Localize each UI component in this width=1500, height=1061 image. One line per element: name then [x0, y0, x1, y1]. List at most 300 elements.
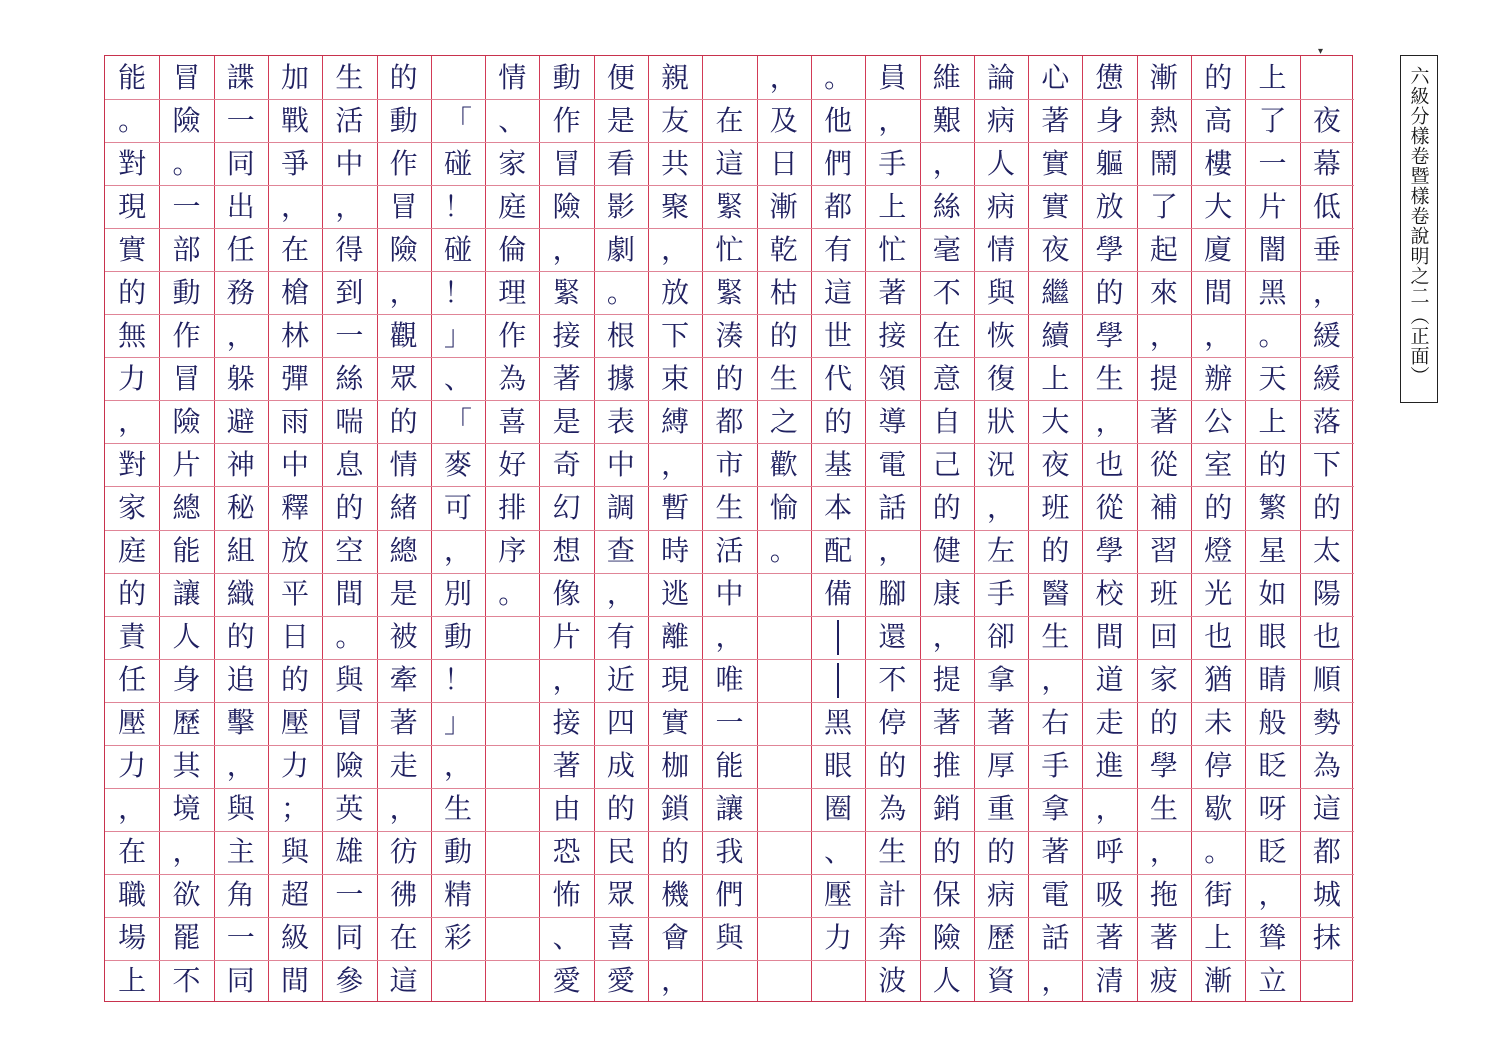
manuscript-char: 眨: [1258, 749, 1287, 783]
manuscript-char: 絲: [335, 361, 364, 395]
manuscript-char: 參: [335, 964, 364, 998]
top-marker: ▾: [1318, 46, 1324, 57]
manuscript-column: [105, 56, 159, 1001]
manuscript-char: 場: [118, 921, 147, 955]
manuscript-char: ，: [932, 620, 961, 654]
manuscript-char: 及: [769, 103, 798, 137]
manuscript-char: 未: [1204, 706, 1233, 740]
manuscript-grid-sheet: [104, 55, 1353, 1002]
grid-row-line: [757, 917, 811, 918]
manuscript-char: 喜: [606, 921, 635, 955]
manuscript-char: 的: [606, 792, 635, 826]
manuscript-char: 、: [552, 921, 581, 955]
manuscript-char: ，: [878, 103, 907, 137]
manuscript-char: 實: [1041, 189, 1070, 223]
manuscript-char: ，: [1149, 835, 1178, 869]
manuscript-char: 。: [1258, 318, 1287, 352]
manuscript-char: 軀: [1095, 146, 1124, 180]
grid-row-line: [1300, 960, 1354, 961]
manuscript-char: 幕: [1312, 146, 1341, 180]
manuscript-char: 。: [172, 146, 201, 180]
manuscript-char: 人: [172, 620, 201, 654]
manuscript-char: 順: [1312, 663, 1341, 697]
manuscript-char: 身: [172, 663, 201, 697]
grid-row-line: [702, 960, 756, 961]
manuscript-char: 實: [118, 232, 147, 266]
manuscript-char: 作: [498, 318, 527, 352]
manuscript-char: 理: [498, 275, 527, 309]
manuscript-char: 己: [932, 447, 961, 481]
manuscript-char: 天: [1258, 361, 1287, 395]
manuscript-char: 人: [987, 146, 1016, 180]
manuscript-char: 都: [715, 404, 744, 438]
manuscript-char: 陽: [1312, 577, 1341, 611]
manuscript-char: 爭: [281, 146, 310, 180]
manuscript-column: [1300, 56, 1354, 1001]
manuscript-char: 熱: [1149, 103, 1178, 137]
grid-row-line: [485, 659, 539, 660]
manuscript-char: 作: [172, 318, 201, 352]
manuscript-char: 共: [661, 146, 690, 180]
manuscript-char: 倫: [498, 232, 527, 266]
manuscript-char: 釋: [281, 490, 310, 524]
manuscript-char: ，: [389, 275, 418, 309]
manuscript-char: 了: [1258, 103, 1287, 137]
manuscript-char: 出: [226, 189, 255, 223]
manuscript-char: 欲: [172, 878, 201, 912]
manuscript-char: 麥: [443, 447, 472, 481]
manuscript-char: 鎖: [661, 792, 690, 826]
manuscript-char: 能: [118, 60, 147, 94]
side-label: [1400, 55, 1438, 403]
manuscript-char: ，: [226, 749, 255, 783]
manuscript-char: 著: [389, 706, 418, 740]
manuscript-char: 般: [1258, 706, 1287, 740]
manuscript-char: 為: [878, 792, 907, 826]
manuscript-char: ，: [1149, 318, 1178, 352]
manuscript-char: 之: [769, 404, 798, 438]
manuscript-char: 中: [606, 447, 635, 481]
manuscript-char: 夜: [1041, 232, 1070, 266]
manuscript-char: 是: [606, 103, 635, 137]
manuscript-char: 班: [1041, 490, 1070, 524]
manuscript-char: 銷: [932, 792, 961, 826]
manuscript-char: ，: [389, 792, 418, 826]
manuscript-char: 別: [443, 577, 472, 611]
manuscript-char: 任: [118, 663, 147, 697]
manuscript-char: 波: [878, 964, 907, 998]
manuscript-char: 便: [606, 60, 635, 94]
manuscript-char: 黑: [1258, 275, 1287, 309]
manuscript-char: 追: [226, 663, 255, 697]
manuscript-char: 落: [1312, 404, 1341, 438]
manuscript-char: ，: [552, 663, 581, 697]
manuscript-char: ，: [715, 620, 744, 654]
manuscript-char: 的: [715, 361, 744, 395]
manuscript-char: 人: [932, 964, 961, 998]
manuscript-char: 其: [172, 749, 201, 783]
manuscript-char: 為: [498, 361, 527, 395]
manuscript-char: 日: [769, 146, 798, 180]
manuscript-char: 市: [715, 447, 744, 481]
manuscript-char: 喜: [498, 404, 527, 438]
manuscript-char: 力: [824, 921, 853, 955]
manuscript-char: 們: [824, 146, 853, 180]
manuscript-char: 厚: [987, 749, 1016, 783]
manuscript-char: 調: [606, 490, 635, 524]
manuscript-char: 根: [606, 318, 635, 352]
manuscript-char: 了: [1149, 189, 1178, 223]
manuscript-char: 組: [226, 534, 255, 568]
manuscript-char: 得: [335, 232, 364, 266]
side-label-text: 六級分樣卷暨樣卷說明之二（正面）: [1407, 66, 1430, 386]
manuscript-char: 林: [281, 318, 310, 352]
manuscript-char: 家: [1149, 663, 1178, 697]
manuscript-char: 電: [1041, 878, 1070, 912]
manuscript-char: 也: [1095, 447, 1124, 481]
manuscript-char: 的: [1204, 490, 1233, 524]
manuscript-char: 廈: [1204, 232, 1233, 266]
manuscript-char: 。: [824, 60, 853, 94]
manuscript-char: ，: [226, 318, 255, 352]
manuscript-char: 漸: [769, 189, 798, 223]
manuscript-char: 雄: [335, 835, 364, 869]
manuscript-char: ！: [443, 663, 472, 697]
manuscript-char: 病: [987, 103, 1016, 137]
manuscript-char: 能: [715, 749, 744, 783]
manuscript-char: 、: [443, 361, 472, 395]
manuscript-char: 街: [1204, 878, 1233, 912]
manuscript-char: 一: [226, 921, 255, 955]
manuscript-char: 愛: [552, 964, 581, 998]
manuscript-char: 的: [118, 577, 147, 611]
manuscript-char: 話: [878, 490, 907, 524]
manuscript-char: [704, 56, 754, 99]
manuscript-char: ！: [443, 275, 472, 309]
manuscript-char: 眾: [389, 361, 418, 395]
manuscript-char: 冒: [172, 361, 201, 395]
manuscript-char: 逃: [661, 577, 690, 611]
manuscript-char: 著: [987, 706, 1016, 740]
manuscript-char: 動: [443, 620, 472, 654]
manuscript-char: 圈: [824, 792, 853, 826]
manuscript-char: 對: [118, 447, 147, 481]
manuscript-char: 想: [552, 534, 581, 568]
manuscript-char: 與: [226, 792, 255, 826]
manuscript-char: ，: [552, 232, 581, 266]
manuscript-char: 的: [661, 835, 690, 869]
manuscript-char: 腳: [878, 577, 907, 611]
manuscript-char: 的: [1095, 275, 1124, 309]
manuscript-char: 有: [824, 232, 853, 266]
grid-row-line: [757, 831, 811, 832]
manuscript-char: 劇: [606, 232, 635, 266]
manuscript-char: 活: [335, 103, 364, 137]
manuscript-char: 鬧: [1149, 146, 1178, 180]
manuscript-char: 的: [1149, 706, 1178, 740]
manuscript-char: ，: [1204, 318, 1233, 352]
manuscript-char: 如: [1258, 577, 1287, 611]
manuscript-char: 時: [661, 534, 690, 568]
manuscript-char: 情: [987, 232, 1016, 266]
manuscript-column: [757, 56, 811, 1001]
manuscript-char: 著: [1149, 404, 1178, 438]
manuscript-char: ，: [281, 189, 310, 223]
manuscript-char: 接: [552, 706, 581, 740]
manuscript-char: 眼: [824, 749, 853, 783]
manuscript-column: [1028, 56, 1082, 1001]
manuscript-char: 的: [335, 490, 364, 524]
manuscript-char: 雨: [281, 404, 310, 438]
manuscript-char: 一: [335, 318, 364, 352]
manuscript-char: 毫: [932, 232, 961, 266]
manuscript-char: ，: [335, 189, 364, 223]
grid-row-line: [757, 659, 811, 660]
manuscript-char: 庭: [118, 534, 147, 568]
manuscript-char: 著: [1095, 921, 1124, 955]
manuscript-char: 、: [498, 103, 527, 137]
manuscript-char: 的: [1204, 60, 1233, 94]
manuscript-char: 艱: [932, 103, 961, 137]
manuscript-char: 職: [118, 878, 147, 912]
manuscript-char: 放: [281, 534, 310, 568]
manuscript-char: ，: [661, 964, 690, 998]
manuscript-char: ，: [987, 490, 1016, 524]
manuscript-char: 避: [226, 404, 255, 438]
manuscript-char: 罷: [172, 921, 201, 955]
manuscript-char: 家: [498, 146, 527, 180]
manuscript-char: 配: [824, 534, 853, 568]
manuscript-char: 壓: [118, 706, 147, 740]
grid-row-line: [485, 702, 539, 703]
manuscript-char: 同: [226, 964, 255, 998]
manuscript-column: [702, 56, 756, 1001]
manuscript-char: 加: [281, 60, 310, 94]
manuscript-char: ，: [769, 60, 798, 94]
grid-row-line: [485, 788, 539, 789]
manuscript-char: 生: [443, 792, 472, 826]
manuscript-column: [1082, 56, 1136, 1001]
grid-row-line: [811, 616, 865, 617]
manuscript-char: 片: [172, 447, 201, 481]
manuscript-char: 擊: [226, 706, 255, 740]
manuscript-char: 一: [715, 706, 744, 740]
manuscript-column: [485, 56, 539, 1001]
manuscript-char: 實: [661, 706, 690, 740]
manuscript-char: 險: [172, 103, 201, 137]
manuscript-char: 的: [118, 275, 147, 309]
manuscript-char: 親: [661, 60, 690, 94]
manuscript-char: 著: [552, 361, 581, 395]
manuscript-char: 近: [606, 663, 635, 697]
manuscript-char: 險: [172, 404, 201, 438]
manuscript-char: 醫: [1041, 577, 1070, 611]
manuscript-char: 室: [1204, 447, 1233, 481]
manuscript-char: 部: [172, 232, 201, 266]
manuscript-char: 進: [1095, 749, 1124, 783]
manuscript-char: 病: [987, 878, 1016, 912]
manuscript-char: 」: [443, 706, 472, 740]
manuscript-char: 一: [172, 189, 201, 223]
manuscript-column: [974, 56, 1028, 1001]
manuscript-char: ，: [606, 577, 635, 611]
manuscript-char: ，: [1258, 878, 1287, 912]
manuscript-char: 況: [987, 447, 1016, 481]
grid-row-line: [485, 874, 539, 875]
manuscript-char: 電: [878, 447, 907, 481]
manuscript-char: 計: [878, 878, 907, 912]
manuscript-char: 角: [226, 878, 255, 912]
manuscript-char: ，: [118, 404, 147, 438]
manuscript-char: 著: [552, 749, 581, 783]
manuscript-char: 動: [552, 60, 581, 94]
manuscript-char: 闇: [1258, 232, 1287, 266]
manuscript-char: 唯: [715, 663, 744, 697]
manuscript-char: 猶: [1204, 663, 1233, 697]
manuscript-char: 緩: [1312, 318, 1341, 352]
manuscript-column: [1191, 56, 1245, 1001]
manuscript-char: 英: [335, 792, 364, 826]
manuscript-char: 也: [1204, 620, 1233, 654]
manuscript-char: 能: [172, 534, 201, 568]
manuscript-char: 都: [824, 189, 853, 223]
manuscript-char: 任: [226, 232, 255, 266]
manuscript-char: 們: [715, 878, 744, 912]
manuscript-char: 間: [1095, 620, 1124, 654]
grid-row-line: [811, 960, 865, 961]
manuscript-char: 著: [932, 706, 961, 740]
grid-row-line: [757, 702, 811, 703]
manuscript-char: 聚: [661, 189, 690, 223]
manuscript-column: [159, 56, 213, 1001]
manuscript-char: 手: [878, 146, 907, 180]
manuscript-char: 看: [606, 146, 635, 180]
manuscript-char: 現: [661, 663, 690, 697]
manuscript-char: 下: [1312, 447, 1341, 481]
manuscript-char: 道: [1095, 663, 1124, 697]
manuscript-char: 讓: [172, 577, 201, 611]
manuscript-char: 愛: [606, 964, 635, 998]
manuscript-char: 低: [1312, 189, 1341, 223]
manuscript-char: 自: [932, 404, 961, 438]
manuscript-char: 大: [1204, 189, 1233, 223]
manuscript-char: 壓: [281, 706, 310, 740]
manuscript-char: 燈: [1204, 534, 1233, 568]
manuscript-char: 有: [606, 620, 635, 654]
manuscript-char: 成: [606, 749, 635, 783]
manuscript-char: 我: [715, 835, 744, 869]
manuscript-char: 夜: [1041, 447, 1070, 481]
manuscript-char: 是: [552, 404, 581, 438]
manuscript-char: ，: [661, 447, 690, 481]
manuscript-char: 論: [987, 60, 1016, 94]
manuscript-char: 推: [932, 749, 961, 783]
manuscript-char: 由: [552, 792, 581, 826]
manuscript-column: [214, 56, 268, 1001]
manuscript-char: 呼: [1095, 835, 1124, 869]
grid-row-line: [485, 745, 539, 746]
manuscript-char: 話: [1041, 921, 1070, 955]
manuscript-char: 彿: [389, 878, 418, 912]
manuscript-char: 力: [281, 749, 310, 783]
manuscript-char: 眼: [1258, 620, 1287, 654]
manuscript-char: 停: [878, 706, 907, 740]
manuscript-char: 左: [987, 534, 1016, 568]
manuscript-char: 湊: [715, 318, 744, 352]
manuscript-char: 中: [281, 447, 310, 481]
manuscript-char: 作: [552, 103, 581, 137]
manuscript-char: 忙: [878, 232, 907, 266]
grid-row-line: [485, 831, 539, 832]
manuscript-char: 可: [443, 490, 472, 524]
manuscript-char: 黑: [824, 706, 853, 740]
manuscript-char: 精: [443, 878, 472, 912]
manuscript-char: 間: [281, 964, 310, 998]
manuscript-char: 呀: [1258, 792, 1287, 826]
manuscript-char: 資: [987, 964, 1016, 998]
manuscript-char: 。: [1204, 835, 1233, 869]
manuscript-char: 拿: [987, 663, 1016, 697]
manuscript-char: 。: [118, 103, 147, 137]
manuscript-char: 的: [389, 404, 418, 438]
manuscript-char: 險: [552, 189, 581, 223]
manuscript-char: 觀: [389, 318, 418, 352]
manuscript-char: 的: [1312, 490, 1341, 524]
manuscript-column: [322, 56, 376, 1001]
manuscript-char: 一: [1258, 146, 1287, 180]
manuscript-char: 冒: [389, 189, 418, 223]
manuscript-char: 續: [1041, 318, 1070, 352]
manuscript-char: [759, 616, 809, 659]
manuscript-char: 「: [443, 404, 472, 438]
manuscript-char: 繁: [1258, 490, 1287, 524]
manuscript-char: 手: [987, 577, 1016, 611]
manuscript-char: 離: [661, 620, 690, 654]
manuscript-char: 城: [1312, 878, 1341, 912]
manuscript-char: 歷: [987, 921, 1016, 955]
manuscript-char: 的: [932, 490, 961, 524]
manuscript-char: 補: [1149, 490, 1178, 524]
manuscript-char: 平: [281, 577, 310, 611]
manuscript-char: 憊: [1095, 60, 1124, 94]
manuscript-char: 提: [1149, 361, 1178, 395]
manuscript-char: 緒: [389, 490, 418, 524]
manuscript-char: 疲: [1149, 964, 1178, 998]
manuscript-char: 同: [226, 146, 255, 180]
manuscript-char: 一: [226, 103, 255, 137]
manuscript-char: 歡: [769, 447, 798, 481]
manuscript-char: 不: [932, 275, 961, 309]
manuscript-char: 與: [715, 921, 744, 955]
manuscript-char: 險: [389, 232, 418, 266]
manuscript-char: 垂: [1312, 232, 1341, 266]
manuscript-column: [865, 56, 919, 1001]
manuscript-char: 走: [389, 749, 418, 783]
manuscript-char: 據: [606, 361, 635, 395]
grid-row-line: [757, 788, 811, 789]
manuscript-char: 復: [987, 361, 1016, 395]
manuscript-char: 上: [1258, 60, 1287, 94]
manuscript-char: 這: [1312, 792, 1341, 826]
manuscript-char: 生: [335, 60, 364, 94]
manuscript-char: 回: [1149, 620, 1178, 654]
manuscript-column: [811, 56, 865, 1001]
manuscript-char: 病: [987, 189, 1016, 223]
manuscript-char: ，: [443, 534, 472, 568]
manuscript-char: 到: [335, 275, 364, 309]
manuscript-char: 同: [335, 921, 364, 955]
manuscript-char: 歇: [1204, 792, 1233, 826]
